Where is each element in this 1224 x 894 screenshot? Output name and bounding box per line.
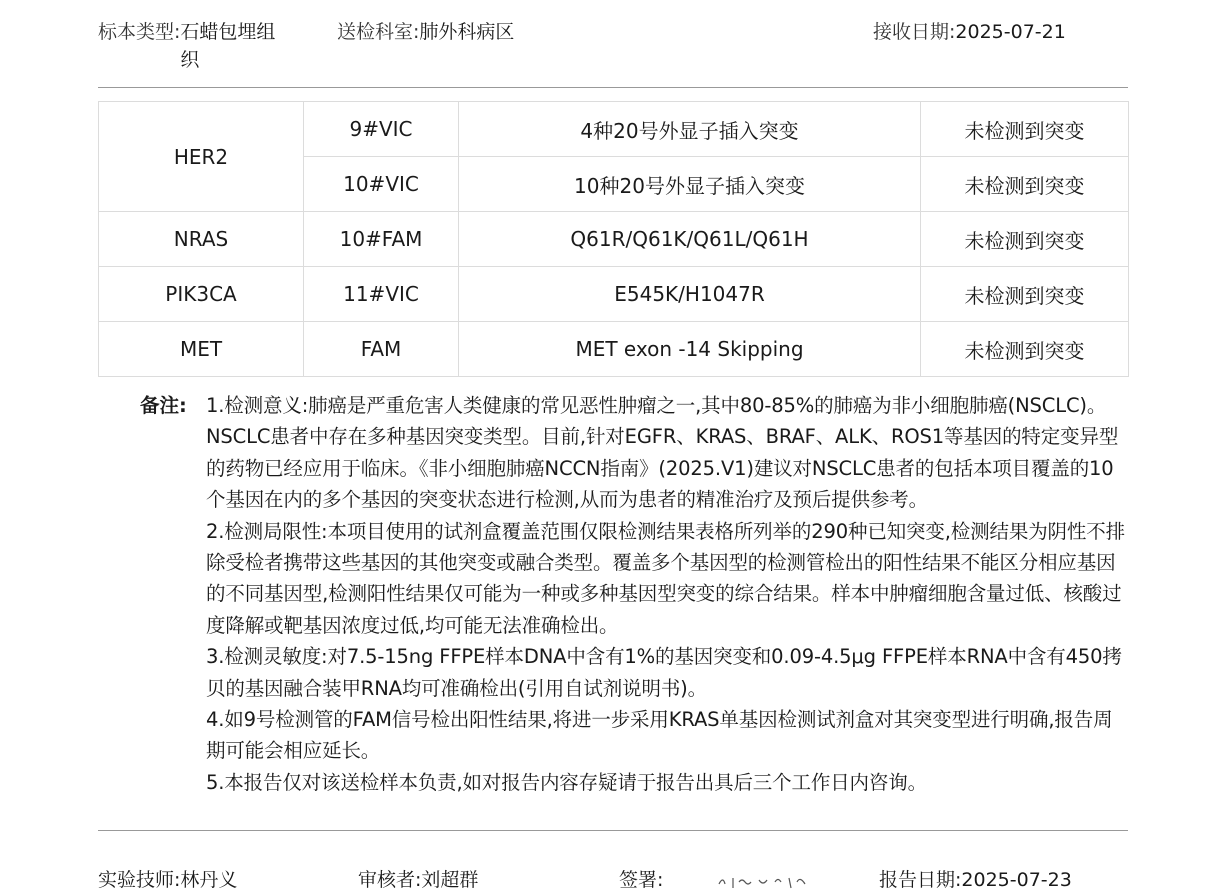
result-cell: 未检测到突变 (921, 267, 1129, 322)
notes-label: 备注: (140, 394, 187, 417)
note-item: 4.如9号检测管的FAM信号检出阳性结果,将进一步采用KRAS单基因检测试剂盒对其突变型进行明确,报告周期可能会相应延长。 (206, 708, 1113, 763)
specimen-type-label: 标本类型: (98, 21, 181, 43)
result-cell: 未检测到突变 (921, 322, 1129, 377)
mutation-cell: MET exon -14 Skipping (459, 322, 921, 377)
table-row (99, 267, 1129, 322)
table-row (99, 102, 1129, 157)
note-item: 3.检测灵敏度:对7.5-15ng FFPE样本DNA中含有1%的基因突变和0.09-4.5μg FFPE样本RNA中含有450拷贝的基因融合装甲RNA均可准确检出(引用自试剂说明书)。 (206, 645, 1122, 700)
table-row (99, 212, 1129, 267)
gene-cell: PIK3CA (99, 267, 304, 322)
notes-section (140, 390, 1130, 798)
department (337, 18, 514, 46)
channel-cell: 10#VIC (304, 157, 459, 212)
gene-cell: NRAS (99, 212, 304, 267)
channel-cell: 9#VIC (304, 102, 459, 157)
mutation-cell: E545K/H1047R (459, 267, 921, 322)
report-date (879, 866, 1072, 894)
technician-value: 林丹义 (180, 869, 238, 891)
channel-cell: FAM (304, 322, 459, 377)
report-date-value: 2025-07-23 (961, 869, 1072, 891)
gene-cell: MET (99, 322, 304, 377)
footer-divider (98, 830, 1128, 831)
note-item: 5.本报告仅对该送检样本负责,如对报告内容存疑请于报告出具后三个工作日内咨询。 (206, 770, 927, 794)
department-label: 送检科室: (337, 21, 420, 43)
result-cell: 未检测到突变 (921, 157, 1129, 212)
gene-cell: HER2 (99, 102, 304, 212)
report-date-label: 报告日期: (879, 869, 962, 891)
note-item: 1.检测意义:肺癌是严重危害人类健康的常见恶性肿瘤之一,其中80-85%的肺癌为非小细胞肺癌(NSCLC)。NSCLC患者中存在多种基因突变类型。目前,针对EGFR、KRAS、BRAF、ALK、ROS1等基因的特定变异型的药物已经应用于临床。《非小细胞肺癌NCCN指南》(2025.V1)建议对NSCLC患者的包括本项目覆盖的10个基因在内的多个基因的突变状态进行检测,从而为患者的精准治疗及预后提供参考。 (206, 394, 1119, 512)
notes-body (206, 390, 1130, 798)
technician-label: 实验技师: (98, 869, 181, 891)
specimen-type-value: 石蜡包埋组织 (180, 21, 276, 71)
received-date-value: 2025-07-21 (955, 21, 1066, 43)
reviewer-label: 审核者: (358, 869, 422, 891)
received-date-label: 接收日期: (873, 21, 956, 43)
result-cell: 未检测到突变 (921, 212, 1129, 267)
mutation-cell: 10种20号外显子插入突变 (459, 157, 921, 212)
mutation-cell: Q61R/Q61K/Q61L/Q61H (459, 212, 921, 267)
header-divider (98, 87, 1128, 88)
reviewer-value: 刘超群 (421, 869, 479, 891)
table-row (99, 322, 1129, 377)
result-cell: 未检测到突变 (921, 102, 1129, 157)
results-table (98, 101, 1129, 377)
reviewer (358, 866, 478, 894)
received-date (873, 18, 1066, 46)
signature-label: 签署: (619, 869, 664, 891)
channel-cell: 11#VIC (304, 267, 459, 322)
note-item: 2.检测局限性:本项目使用的试剂盒覆盖范围仅限检测结果表格所列举的290种已知突变,检测结果为阴性不排除受检者携带这些基因的其他突变或融合类型。覆盖多个基因型的检测管检出的阳性结果不能区分相应基因的不同基因型,检测阳性结果仅可能为一种或多种基因型突变的综合结果。样本中肿瘤细胞含量过低、核酸过度降解或靶基因浓度过低,均可能无法准确检出。 (206, 519, 1125, 637)
channel-cell: 10#FAM (304, 212, 459, 267)
mutation-cell: 4种20号外显子插入突变 (459, 102, 921, 157)
department-value: 肺外科病区 (419, 21, 515, 43)
specimen-type (98, 18, 292, 74)
technician (98, 866, 237, 894)
